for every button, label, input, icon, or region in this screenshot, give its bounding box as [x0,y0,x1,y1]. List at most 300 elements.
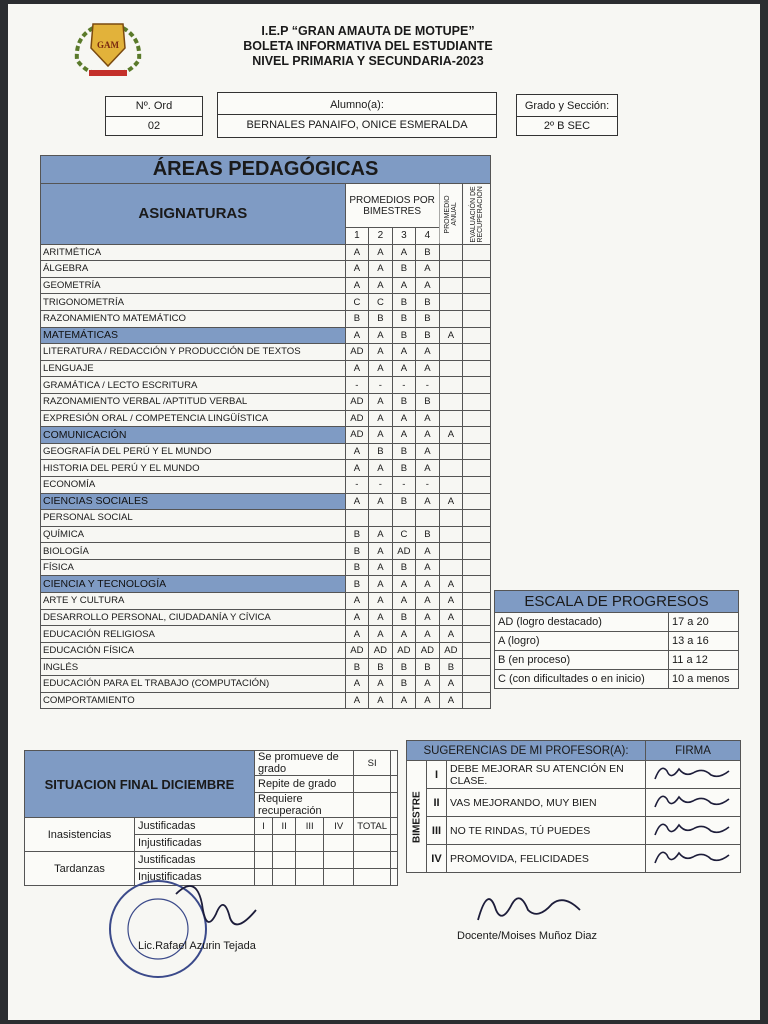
subject-name: GEOGRAFÍA DEL PERÚ Y EL MUNDO [41,443,346,460]
suggestion-number: I [427,761,447,789]
col-iv: IV [324,818,354,835]
subject-row [41,593,491,610]
suggestion-text: DEBE MEJORAR SU ATENCIÓN EN CLASE. [447,761,646,789]
grade-cell: B [392,493,416,510]
grade-cell [463,543,491,560]
grade-cell: A [392,427,416,444]
subject-row [41,510,491,527]
grade-cell: B [392,659,416,676]
grade-cell: A [392,593,416,610]
grade-cell: AD [345,410,369,427]
grade-cell [463,427,491,444]
grade-cell: B [392,559,416,576]
subject-name: INGLÉS [41,659,346,676]
grade-cell: - [416,476,440,493]
suggestion-number: II [427,789,447,817]
grade-cell [439,344,463,361]
subject-name: ÁLGEBRA [41,261,346,278]
suggestion-text: VAS MEJORANDO, MUY BIEN [447,789,646,817]
grade-cell: A [369,676,393,693]
grade-cell: B [392,310,416,327]
scale-label: A (logro) [495,632,669,651]
grade-cell: A [345,593,369,610]
teacher-signature [646,761,741,789]
grade-cell [463,609,491,626]
grade-cell: A [392,344,416,361]
grade-cell: B [416,244,440,261]
grade-cell [463,692,491,709]
col-ii: II [273,818,296,835]
report-card-sheet [8,4,760,1020]
teacher-signature [646,817,741,845]
grade-cell: A [369,244,393,261]
grade-cell [439,526,463,543]
subject-name: CIENCIAS SOCIALES [41,493,346,510]
grade-cell [439,377,463,394]
grade-cell: A [345,460,369,477]
subjects-header: ASIGNATURAS [41,184,346,245]
grade-cell: A [345,676,369,693]
grade-cell [463,393,491,410]
grade-cell [463,443,491,460]
grade-cell: A [369,526,393,543]
suggestion-number: III [427,817,447,845]
order-value: 02 [147,120,161,132]
grade-cell: A [439,609,463,626]
grade-cell: A [416,360,440,377]
grade-cell: - [369,377,393,394]
grade-cell: A [345,327,369,344]
order-label: Nº. Ord [106,97,202,117]
grade-cell: B [416,327,440,344]
grade-cell [463,510,491,527]
grade-cell: B [345,526,369,543]
suggestion-text: PROMOVIDA, FELICIDADES [447,845,646,873]
scale-row [495,632,739,651]
grade-cell [345,510,369,527]
grade-cell: B [416,659,440,676]
tardies-justified-label: Justificadas [135,852,255,869]
scale-label: C (con dificultades o en inicio) [495,670,669,689]
tardies-label: Tardanzas [25,852,135,886]
subject-row [41,526,491,543]
subject-row [41,543,491,560]
teacher-signature [646,789,741,817]
grade-cell: B [345,659,369,676]
subject-row [41,410,491,427]
bimester-1-header: 1 [345,228,369,245]
promotes-value: SI [354,751,391,776]
grade-cell [439,277,463,294]
area-row [41,427,491,444]
grade-cell: B [392,676,416,693]
grade-cell [463,626,491,643]
grade-cell: A [369,360,393,377]
grade-cell: B [416,310,440,327]
grade-cell: AD [345,642,369,659]
grade-cell: AD [369,642,393,659]
grade-cell: A [369,327,393,344]
subject-row [41,476,491,493]
grade-cell: A [439,327,463,344]
grade-cell: A [369,543,393,560]
grade-cell [439,244,463,261]
grade-cell [439,559,463,576]
grade-cell: A [439,427,463,444]
subject-row [41,360,491,377]
suggestion-row [407,789,741,817]
grade-cell [439,294,463,311]
docente-signature [468,880,588,928]
director-seal-stamp [106,874,276,984]
grade-cell: B [416,393,440,410]
grade-section-box [516,94,618,136]
grade-cell: B [392,393,416,410]
subject-name: EDUCACIÓN PARA EL TRABAJO (COMPUTACIÓN) [41,676,346,693]
grade-cell: A [345,493,369,510]
grade-cell: A [416,261,440,278]
grade-cell: A [369,427,393,444]
teacher-signature [646,845,741,873]
teacher-suggestions-table [406,740,741,873]
grade-cell: B [416,526,440,543]
tardies-unjustified-label: Injustificadas [135,869,255,886]
subject-name: COMPORTAMIENTO [41,692,346,709]
area-row [41,327,491,344]
subject-row [41,393,491,410]
grade-cell: - [392,377,416,394]
grade-cell: B [392,294,416,311]
grade-cell: A [416,576,440,593]
grade-cell [463,659,491,676]
scale-label: B (en proceso) [495,651,669,670]
subject-row [41,294,491,311]
grade-cell [463,676,491,693]
signature-header: FIRMA [646,741,741,761]
final-situation-title: SITUACION FINAL DICIEMBRE [25,751,255,818]
scale-range: 17 a 20 [669,613,739,632]
grade-cell [439,543,463,560]
grade-cell: - [392,476,416,493]
suggestion-row [407,845,741,873]
grade-cell: B [345,543,369,560]
subject-name: GEOMETRÍA [41,277,346,294]
grade-cell [439,261,463,278]
grade-cell [463,642,491,659]
grade-cell: AD [392,642,416,659]
grade-cell [439,393,463,410]
grade-cell: A [369,261,393,278]
col-i: I [255,818,273,835]
grade-cell [369,510,393,527]
bimester-4-header: 4 [416,228,440,245]
grade-cell: B [392,327,416,344]
grade-cell [463,410,491,427]
scale-row [495,613,739,632]
grade-cell [463,559,491,576]
document-title: BOLETA INFORMATIVA DEL ESTUDIANTE [243,39,493,53]
subject-name: DESARROLLO PERSONAL, CIUDADANÍA Y CÍVICA [41,609,346,626]
grade-cell: AD [416,642,440,659]
grade-cell: A [416,344,440,361]
director-name: Lic.Rafael Azurin Tejada [138,940,256,952]
school-name: I.E.P “GRAN AMAUTA DE MOTUPE” [261,24,475,38]
grade-cell: B [345,576,369,593]
grade-cell: A [345,626,369,643]
subject-row [41,261,491,278]
grade-cell: A [416,559,440,576]
subject-name: EDUCACIÓN RELIGIOSA [41,626,346,643]
subject-name: FÍSICA [41,559,346,576]
subject-name: BIOLOGÍA [41,543,346,560]
suggestion-row [407,817,741,845]
grade-cell [463,377,491,394]
grade-cell: - [416,377,440,394]
subject-row [41,642,491,659]
grade-cell: B [416,294,440,311]
grade-cell: A [416,443,440,460]
grade-cell [463,360,491,377]
grade-cell: A [416,493,440,510]
grade-cell: A [369,393,393,410]
subject-name: GRAMÁTICA / LECTO ESCRITURA [41,377,346,394]
subject-name: HISTORIA DEL PERÚ Y EL MUNDO [41,460,346,477]
grade-cell [463,244,491,261]
grade-cell: B [439,659,463,676]
grade-cell: A [439,626,463,643]
grade-cell [439,460,463,477]
grade-cell: B [392,609,416,626]
absences-label: Inasistencias [25,818,135,852]
subject-row [41,676,491,693]
grade-cell: B [369,310,393,327]
grade-cell [439,410,463,427]
grade-cell: A [369,277,393,294]
grade-cell: B [345,559,369,576]
subject-row [41,310,491,327]
grade-cell: - [369,476,393,493]
grade-cell [463,460,491,477]
grade-cell [463,277,491,294]
col-total: TOTAL [354,818,391,835]
grade-cell: A [369,692,393,709]
subject-row [41,443,491,460]
student-name: BERNALES PANAIFO, ONICE ESMERALDA [246,119,468,131]
grade-cell: A [416,543,440,560]
grade-cell: A [392,576,416,593]
suggestion-number: IV [427,845,447,873]
subject-name: ECONOMÍA [41,476,346,493]
absences-unjustified-label: Injustificadas [135,835,255,852]
grade-value: 2º B SEC [543,120,591,132]
grades-body [41,244,491,709]
grade-cell [463,593,491,610]
grade-cell: - [345,377,369,394]
grade-cell [463,294,491,311]
grade-cell [463,327,491,344]
subject-name: CIENCIA Y TECNOLOGÍA [41,576,346,593]
suggestions-title: SUGERENCIAS DE MI PROFESOR(A): [407,741,646,761]
subject-row [41,559,491,576]
subject-row [41,659,491,676]
docente-name: Docente/Moises Muñoz Diaz [457,930,598,942]
progress-scale-table [494,590,739,689]
grade-cell: A [416,626,440,643]
grade-cell: A [345,261,369,278]
grade-cell: B [369,659,393,676]
promotes-label: Se promueve de grado [255,751,354,776]
subject-name: COMUNICACIÓN [41,427,346,444]
grade-cell: A [369,609,393,626]
grade-cell: A [345,443,369,460]
grade-cell: A [392,360,416,377]
col-iii: III [296,818,324,835]
subject-row [41,277,491,294]
subject-name: QUÍMICA [41,526,346,543]
subject-row [41,244,491,261]
grade-cell: A [416,676,440,693]
grades-table [40,155,491,709]
subject-name: EDUCACIÓN FÍSICA [41,642,346,659]
subject-name: PERSONAL SOCIAL [41,510,346,527]
subject-name: MATEMÁTICAS [41,327,346,344]
areas-title: ÁREAS PEDAGÓGICAS [41,156,491,184]
grade-cell: A [369,460,393,477]
grade-cell [439,476,463,493]
grade-cell [463,576,491,593]
order-number-box [105,96,203,136]
student-name-box [217,92,497,138]
grade-cell: AD [439,642,463,659]
subject-row [41,377,491,394]
annual-average-header: PROMEDIO ANUAL [439,184,463,245]
grade-cell: A [416,593,440,610]
grade-cell: A [345,692,369,709]
subject-row [41,626,491,643]
scale-range: 13 a 16 [669,632,739,651]
grade-label: Grado y Sección: [517,95,617,117]
subject-name: ARITMÉTICA [41,244,346,261]
grade-cell: A [392,626,416,643]
grade-cell: B [392,443,416,460]
grade-cell: A [392,277,416,294]
grade-cell: A [369,344,393,361]
document-subtitle: NIVEL PRIMARIA Y SECUNDARIA-2023 [252,54,484,68]
subject-name: TRIGONOMETRÍA [41,294,346,311]
grade-cell [416,510,440,527]
grade-cell: A [345,609,369,626]
grade-cell: A [369,593,393,610]
grade-cell [463,476,491,493]
grade-cell: A [439,593,463,610]
grade-cell: A [369,576,393,593]
grade-cell: B [392,460,416,477]
grade-cell: A [345,244,369,261]
grade-cell: A [439,692,463,709]
area-row [41,493,491,510]
grade-cell [439,360,463,377]
grade-cell: A [416,427,440,444]
grade-cell [463,310,491,327]
grade-cell: A [392,410,416,427]
grade-cell: A [369,410,393,427]
grade-cell: B [392,261,416,278]
bimester-3-header: 3 [392,228,416,245]
scale-row [495,651,739,670]
grade-cell: AD [345,427,369,444]
grade-cell: AD [392,543,416,560]
grade-cell: C [345,294,369,311]
grade-cell: A [369,626,393,643]
bimester-label: BIMESTRE [407,761,427,873]
subject-row [41,460,491,477]
grade-cell: A [416,277,440,294]
final-situation-table [24,750,398,886]
student-label: Alumno(a): [218,93,496,115]
grade-cell: A [392,244,416,261]
grade-cell: A [416,410,440,427]
grade-cell: A [345,360,369,377]
grade-cell [463,526,491,543]
grade-cell: C [392,526,416,543]
recovery-evaluation-header: EVALUACIÓN DE RECUPERACIÓN [463,184,491,245]
grade-cell [439,310,463,327]
suggestion-row [407,761,741,789]
grade-cell: A [439,493,463,510]
svg-text:GAM: GAM [97,40,119,50]
grade-cell: A [416,460,440,477]
school-crest-logo [63,18,153,80]
grade-cell: A [392,692,416,709]
absences-justified-label: Justificadas [135,818,255,835]
grade-cell [463,493,491,510]
repeats-label: Repite de grado [255,776,354,793]
requires-recovery-label: Requiere recuperación [255,793,354,818]
area-row [41,576,491,593]
subject-name: RAZONAMIENTO MATEMÁTICO [41,310,346,327]
grade-cell: AD [345,393,369,410]
scale-row [495,670,739,689]
subject-name: RAZONAMIENTO VERBAL /APTITUD VERBAL [41,393,346,410]
scale-range: 11 a 12 [669,651,739,670]
progress-scale-title: ESCALA DE PROGRESOS [495,591,739,613]
grade-cell [439,443,463,460]
grade-cell: A [439,676,463,693]
grade-cell [463,261,491,278]
scale-range: 10 a menos [669,670,739,689]
bimester-2-header: 2 [369,228,393,245]
subject-name: LENGUAJE [41,360,346,377]
document-header [158,24,578,69]
grade-cell [439,510,463,527]
grade-cell [392,510,416,527]
grade-cell: - [345,476,369,493]
suggestion-text: NO TE RINDAS, TÚ PUEDES [447,817,646,845]
subject-row [41,609,491,626]
subject-name: EXPRESIÓN ORAL / COMPETENCIA LINGÜÍSTICA [41,410,346,427]
subject-name: ARTE Y CULTURA [41,593,346,610]
bimester-averages-header: PROMEDIOS POR BIMESTRES [345,184,439,228]
grade-cell: A [416,609,440,626]
grade-cell: A [369,559,393,576]
grade-cell: A [369,493,393,510]
grade-cell: A [439,576,463,593]
grade-cell: AD [345,344,369,361]
subject-row [41,692,491,709]
grade-cell: A [345,277,369,294]
grade-cell: B [369,443,393,460]
grade-cell: B [345,310,369,327]
